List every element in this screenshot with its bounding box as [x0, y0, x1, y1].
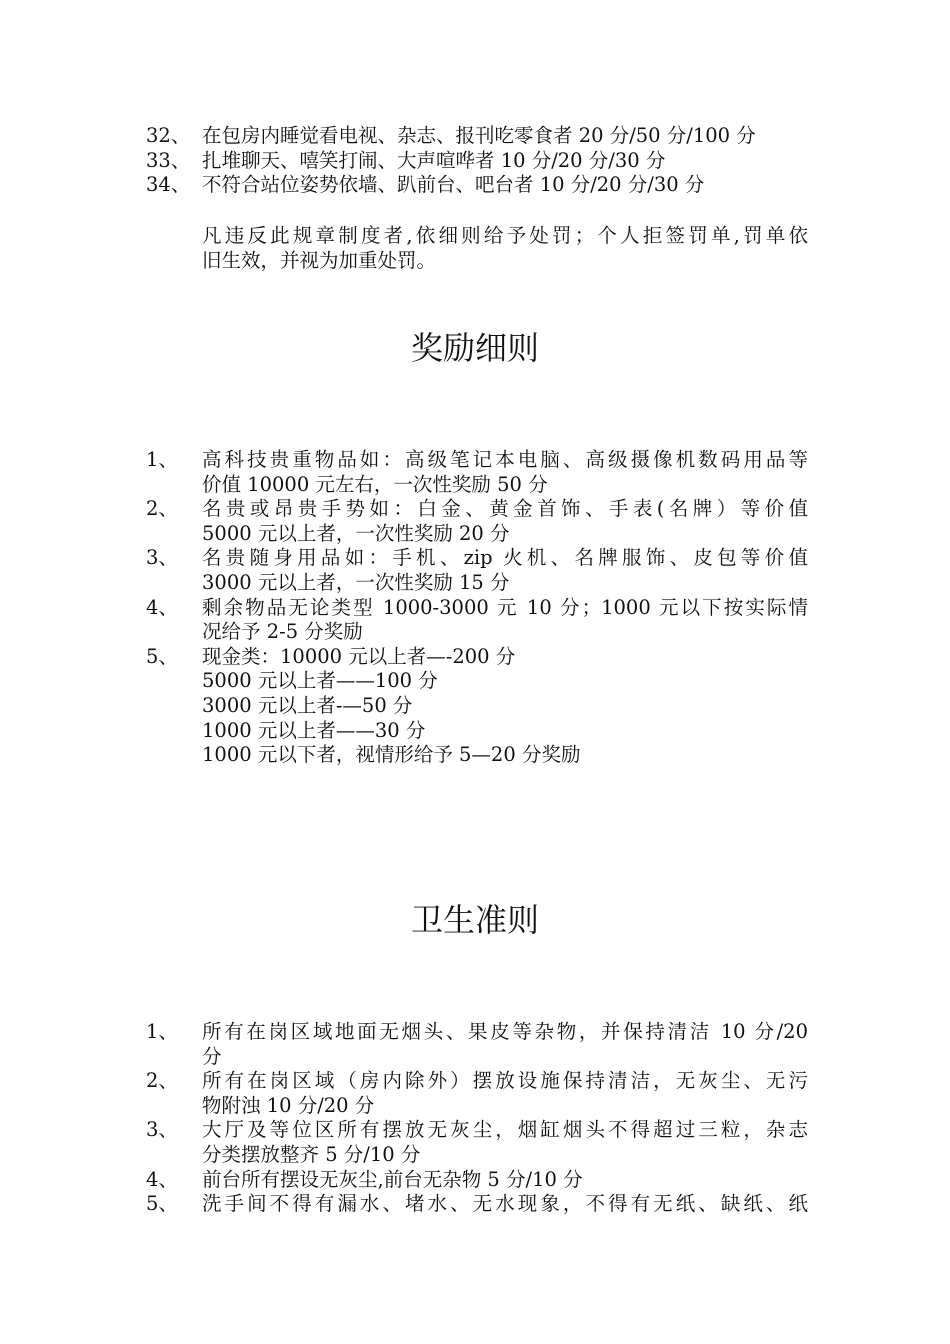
penalty-note: [202, 224, 808, 273]
item-text: 现金类：10000 元以上者—-200 分: [202, 644, 516, 668]
list-item: [0, 124, 950, 149]
list-item: [0, 448, 950, 497]
item-text: 名贵随身用品如：手机、zip 火机、名牌服饰、皮包等价值: [202, 546, 808, 570]
item-number: 2、: [146, 497, 178, 521]
item-number: 1、: [146, 1020, 178, 1043]
item-text: 扎堆聊天、嘻笑打闹、大声喧哗者 10 分/20 分/30 分: [202, 148, 666, 172]
list-item: [0, 1069, 950, 1118]
note-line: 旧生效，并视为加重处罚。: [202, 248, 437, 272]
item-text: 1000 元以下者，视情形给予 5—20 分奖励: [202, 743, 581, 767]
item-number: 2、: [146, 1069, 178, 1093]
item-number: 34、: [146, 173, 191, 197]
item-text: 洗手间不得有漏水、堵水、无水现象，不得有无纸、缺纸、纸: [202, 1192, 808, 1216]
list-item: [0, 546, 950, 595]
item-text: 名贵或昂贵手势如：白金、黄金首饰、手表(名牌）等价值: [202, 497, 808, 521]
item-number: 32、: [146, 124, 191, 147]
hygiene-list: [0, 1020, 950, 1217]
item-number: 1、: [146, 448, 178, 471]
reward-heading: 奖励细则: [410, 329, 539, 367]
list-item: [0, 596, 950, 645]
item-text: 3000 元以上者，一次性奖励 15 分: [202, 570, 510, 594]
item-text: 剩余物品无论类型 1000-3000 元 10 分；1000 元以下按实际情: [202, 595, 808, 619]
item-text: 1000 元以上者——30 分: [202, 718, 426, 742]
list-item: [0, 1168, 950, 1193]
item-number: 3、: [146, 546, 178, 570]
item-text: 前台所有摆设无灰尘,前台无杂物 5 分/10 分: [202, 1167, 583, 1191]
item-text: 3000 元以上者-—50 分: [202, 693, 413, 717]
item-text: 分: [202, 1044, 222, 1068]
hygiene-heading: 卫生准则: [410, 901, 539, 939]
item-number: 33、: [146, 148, 191, 172]
item-text: 5000 元以上者，一次性奖励 20 分: [202, 521, 510, 545]
item-text: 高科技贵重物品如：高级笔记本电脑、高级摄像机数码用品等: [202, 448, 808, 471]
item-text: 价值 10000 元左右，一次性奖励 50 分: [202, 472, 548, 496]
note-line: 凡违反此规章制度者,依细则给予处罚；个人拒签罚单,罚单依: [202, 224, 808, 247]
item-number: 5、: [146, 1192, 178, 1216]
item-text: 不符合站位姿势依墙、趴前台、吧台者 10 分/20 分/30 分: [202, 173, 705, 197]
item-text: 况给予 2-5 分奖励: [202, 620, 363, 644]
item-text: 物附浊 10 分/20 分: [202, 1093, 375, 1117]
list-item: [0, 645, 950, 768]
item-text: 5000 元以上者——100 分: [202, 669, 438, 693]
list-item: [0, 173, 950, 198]
list-item: [0, 497, 950, 546]
item-text: 大厅及等位区所有摆放无灰尘，烟缸烟头不得超过三粒，杂志: [202, 1118, 808, 1142]
item-text: 所有在岗区域（房内除外）摆放设施保持清洁，无灰尘、无污: [202, 1069, 808, 1093]
list-item: [0, 149, 950, 174]
reward-list: [0, 448, 950, 768]
item-number: 4、: [146, 595, 178, 619]
item-number: 5、: [146, 644, 178, 668]
item-text: 分类摆放整齐 5 分/10 分: [202, 1142, 421, 1166]
list-item: [0, 1192, 950, 1217]
item-number: 4、: [146, 1167, 178, 1191]
penalty-list: [0, 124, 950, 198]
item-number: 3、: [146, 1118, 178, 1142]
item-text: 在包房内睡觉看电视、杂志、报刊吃零食者 20 分/50 分/100 分: [202, 124, 756, 147]
list-item: [0, 1020, 950, 1069]
list-item: [0, 1118, 950, 1167]
item-text: 所有在岗区域地面无烟头、果皮等杂物，并保持清洁 10 分/20: [202, 1020, 808, 1043]
